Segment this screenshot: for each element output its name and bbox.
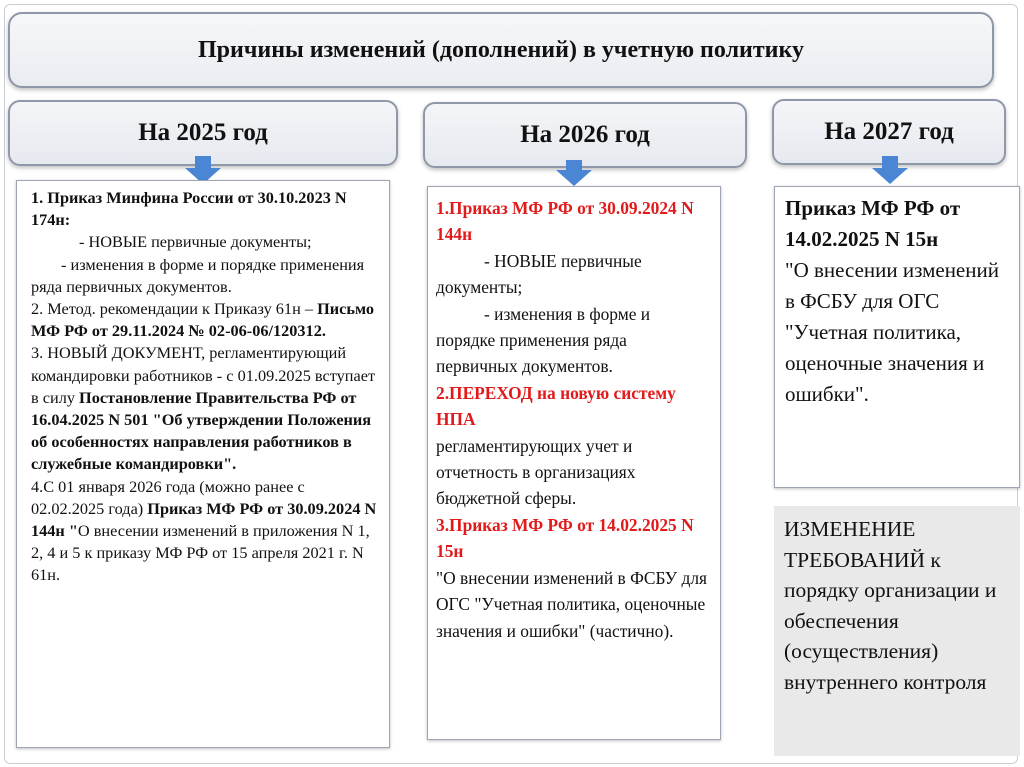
item1-line-a: - НОВЫЕ первичные документы; [436,250,642,298]
item2-text: 2. Метод. рекомендации к Приказу 61н – [31,299,313,319]
item4-paragraph [31,476,377,587]
order-heading: Приказ МФ РФ от 14.02.2025 N 15н [785,196,961,251]
item3-text: 3. НОВЫЙ ДОКУМЕНТ, регламентирующий командировки работников - с 01.09.2025 вступает в силу [31,343,376,407]
internal-control-text: ИЗМЕНЕНИЕ ТРЕБОВАНИЙ к порядку организации и обеспечения (осуществления) внутреннего контроля [784,517,997,694]
year-2025-label: На 2025 год [138,119,268,146]
item3-bold: Постановление Правительства РФ от 16.04.2025 N 501 "Об утверждении Положения об особенностях направления работников в служебные командировки". [31,387,372,474]
title-box [8,12,994,88]
content-2026 [427,186,721,740]
item3-heading: 3.Приказ МФ РФ от 14.02.2025 N 15н [436,514,694,562]
item3-text: "О внесении изменений в ФСБУ для ОГС "Учетная политика, оценочные значения и ошибки" (частично). [436,567,707,641]
item4-bold: Приказ МФ РФ от 30.09.2024 N 144н " [31,498,377,541]
year-2026-box [423,102,747,168]
year-2027-label: На 2027 год [824,118,954,145]
item1-line-b: - изменения в форме и порядке применения ряда первичных документов. [31,254,365,296]
year-2026-label: На 2026 год [520,121,650,148]
item2-paragraph [31,298,377,342]
page-title: Причины изменений (дополнений) в учетную политику [198,36,804,63]
order-text: "О внесении изменений в ФСБУ для ОГС "Учетная политика, оценочные значения и ошибки". [785,258,999,406]
item1-line-a: - НОВЫЕ первичные документы; [79,232,312,252]
item4-rest: О внесении изменений в приложения N 1, 2, 4 и 5 к приказу МФ РФ от 15 апреля 2021 г. N 61н. [31,521,370,585]
content-2025 [16,180,390,748]
item2-heading: 2.ПЕРЕХОД на новую систему НПА [436,382,676,430]
internal-control-box [774,506,1020,756]
item3-paragraph [31,342,377,475]
item2-bold: Письмо МФ РФ от 29.11.2024 № 02-06-06/120312. [31,299,374,341]
item4-text: 4.С 01 января 2026 года (можно ранее с 02.02.2025 года) [31,476,305,518]
content-2027 [774,186,1020,488]
item2-text: регламентирующих учет и отчетность в организациях бюджетной сферы. [436,435,636,509]
item1-line-b: - изменения в форме и порядке применения ряда первичных документов. [436,303,651,377]
item1-heading: 1.Приказ МФ РФ от 30.09.2024 N 144н [436,198,694,245]
item1-heading: 1. Приказ Минфина России от 30.10.2023 N 174н: [31,188,347,230]
